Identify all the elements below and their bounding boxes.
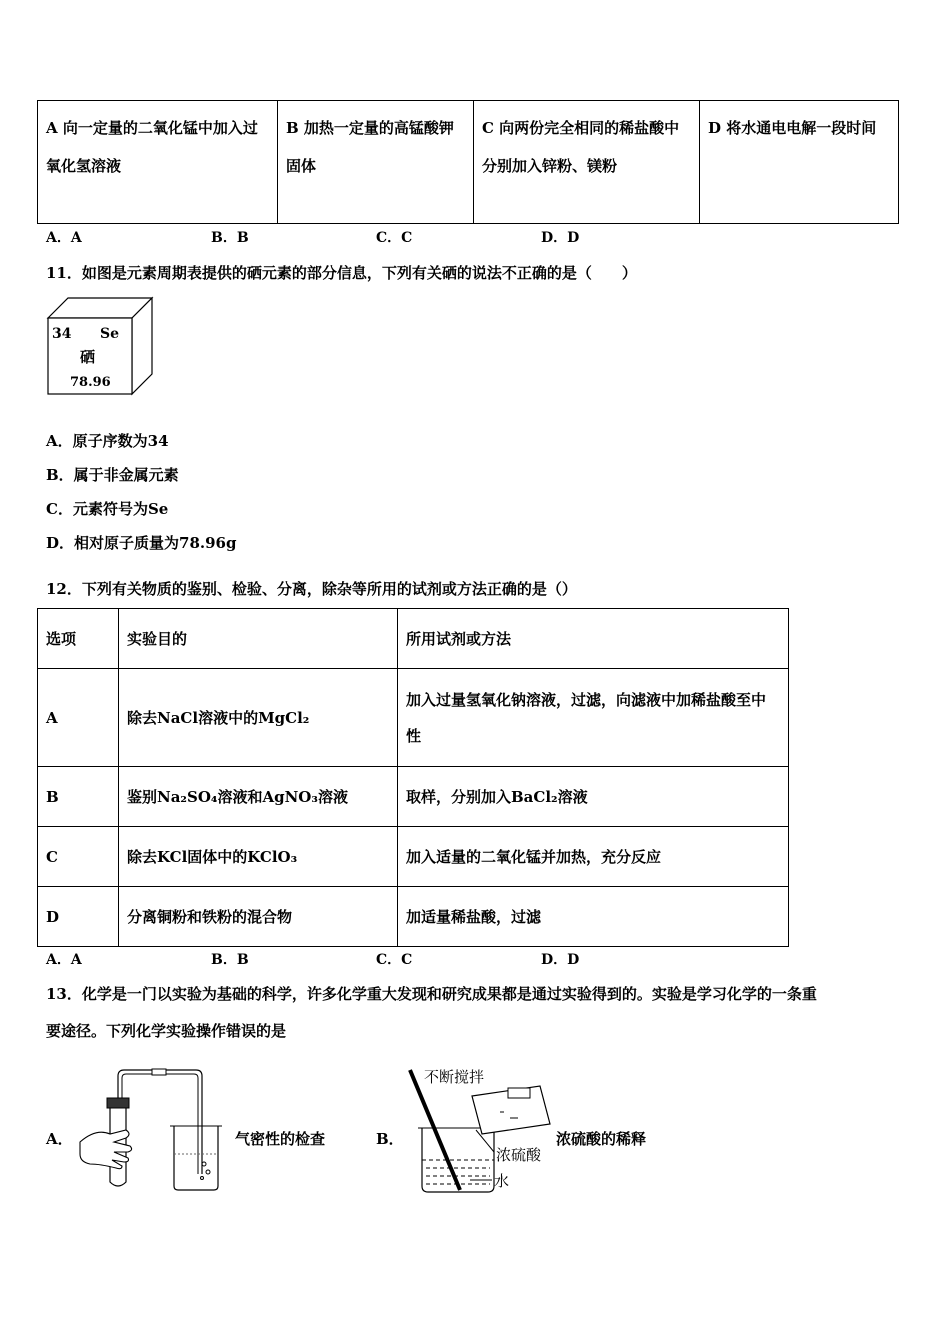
q12-row-goal: 鉴别Na₂SO₄溶液和AgNO₃溶液	[119, 767, 398, 827]
q10-cell-c: C 向两份完全相同的稀盐酸中分别加入锌粉、镁粉	[474, 101, 700, 223]
q12-row-goal: 分离铜粉和铁粉的混合物	[119, 887, 398, 947]
q10-cell-b: B 加热一定量的高锰酸钾固体	[278, 101, 474, 223]
table-row	[38, 827, 789, 887]
q12-answer-b[interactable]: B．B	[211, 952, 249, 968]
table-row	[38, 887, 789, 947]
airtightness-check-figure	[74, 1064, 224, 1194]
q12-row-opt: A	[38, 669, 119, 767]
q12-header-goal: 实验目的	[119, 609, 398, 669]
q12-answer-c[interactable]: C．C	[376, 952, 413, 968]
q13-stem-line1: 13．化学是一门以实验为基础的科学，许多化学重大发现和研究成果都是通过实验得到的。实验是学习化学的一条重	[46, 985, 817, 1003]
element-name: 硒	[80, 348, 96, 366]
q13-option-b-label[interactable]: B．	[376, 1130, 404, 1148]
q10-answer-c[interactable]: C．C	[376, 230, 413, 246]
q13-option-b-caption: 浓硫酸的稀释	[556, 1130, 647, 1148]
q13-option-a-caption: 气密性的检查	[235, 1130, 326, 1148]
q12-row-opt: D	[38, 887, 119, 947]
water-label: 水	[494, 1172, 510, 1190]
q11-option-a[interactable]: A．原子序数为34	[46, 432, 169, 450]
q12-row-method: 加适量稀盐酸，过滤	[398, 887, 789, 947]
q12-header-method: 所用试剂或方法	[398, 609, 789, 669]
stir-label: 不断搅拌	[424, 1068, 485, 1086]
q11-stem: 11．如图是元素周期表提供的硒元素的部分信息，下列有关硒的说法不正确的是（ ）	[46, 264, 637, 282]
q13-stem-line2: 要途径。下列化学实验操作错误的是	[46, 1022, 287, 1040]
acid-label: 浓硫酸	[496, 1146, 542, 1164]
table-row	[38, 767, 789, 827]
q10-answer-a[interactable]: A．A	[46, 230, 82, 246]
q12-table	[37, 608, 789, 947]
q13-option-a-label[interactable]: A．	[46, 1130, 73, 1148]
element-mass: 78.96	[70, 375, 111, 390]
q10-answers	[46, 227, 641, 247]
q10-options-table	[37, 100, 899, 224]
q12-row-opt: B	[38, 767, 119, 827]
q12-row-goal: 除去NaCl溶液中的MgCl₂	[119, 669, 398, 767]
q10-cell-d: D 将水通电电解一段时间	[708, 119, 877, 137]
q12-row-goal: 除去KCl固体中的KClO₃	[119, 827, 398, 887]
element-symbol: Se	[100, 326, 120, 342]
selenium-element-tile	[44, 294, 156, 398]
q12-header-row	[38, 609, 789, 669]
table-row	[38, 669, 789, 767]
q10-answer-d[interactable]: D．D	[541, 230, 580, 246]
q10-cell-a: A 向一定量的二氧化锰中加入过氧化氢溶液	[38, 101, 278, 223]
q12-row-opt: C	[38, 827, 119, 887]
q11-option-d[interactable]: D．相对原子质量为78.96g	[46, 534, 237, 552]
q11-option-c[interactable]: C．元素符号为Se	[46, 500, 169, 518]
q12-row-method: 加入适量的二氧化锰并加热，充分反应	[398, 827, 789, 887]
q12-stem: 12．下列有关物质的鉴别、检验、分离，除杂等所用的试剂或方法正确的是（）	[46, 580, 577, 598]
q12-answer-d[interactable]: D．D	[541, 952, 580, 968]
q12-row-method: 加入过量氢氧化钠溶液，过滤，向滤液中加稀盐酸至中性	[398, 669, 789, 767]
element-number: 34	[52, 326, 72, 342]
q12-row-method: 取样，分别加入BaCl₂溶液	[398, 767, 789, 827]
q10-answer-b[interactable]: B．B	[211, 230, 249, 246]
q12-answer-a[interactable]: A．A	[46, 952, 82, 968]
q12-header-opt: 选项	[38, 609, 119, 669]
q11-option-b[interactable]: B．属于非金属元素	[46, 466, 179, 484]
acid-dilution-figure	[400, 1062, 560, 1196]
q12-answers	[46, 949, 641, 969]
